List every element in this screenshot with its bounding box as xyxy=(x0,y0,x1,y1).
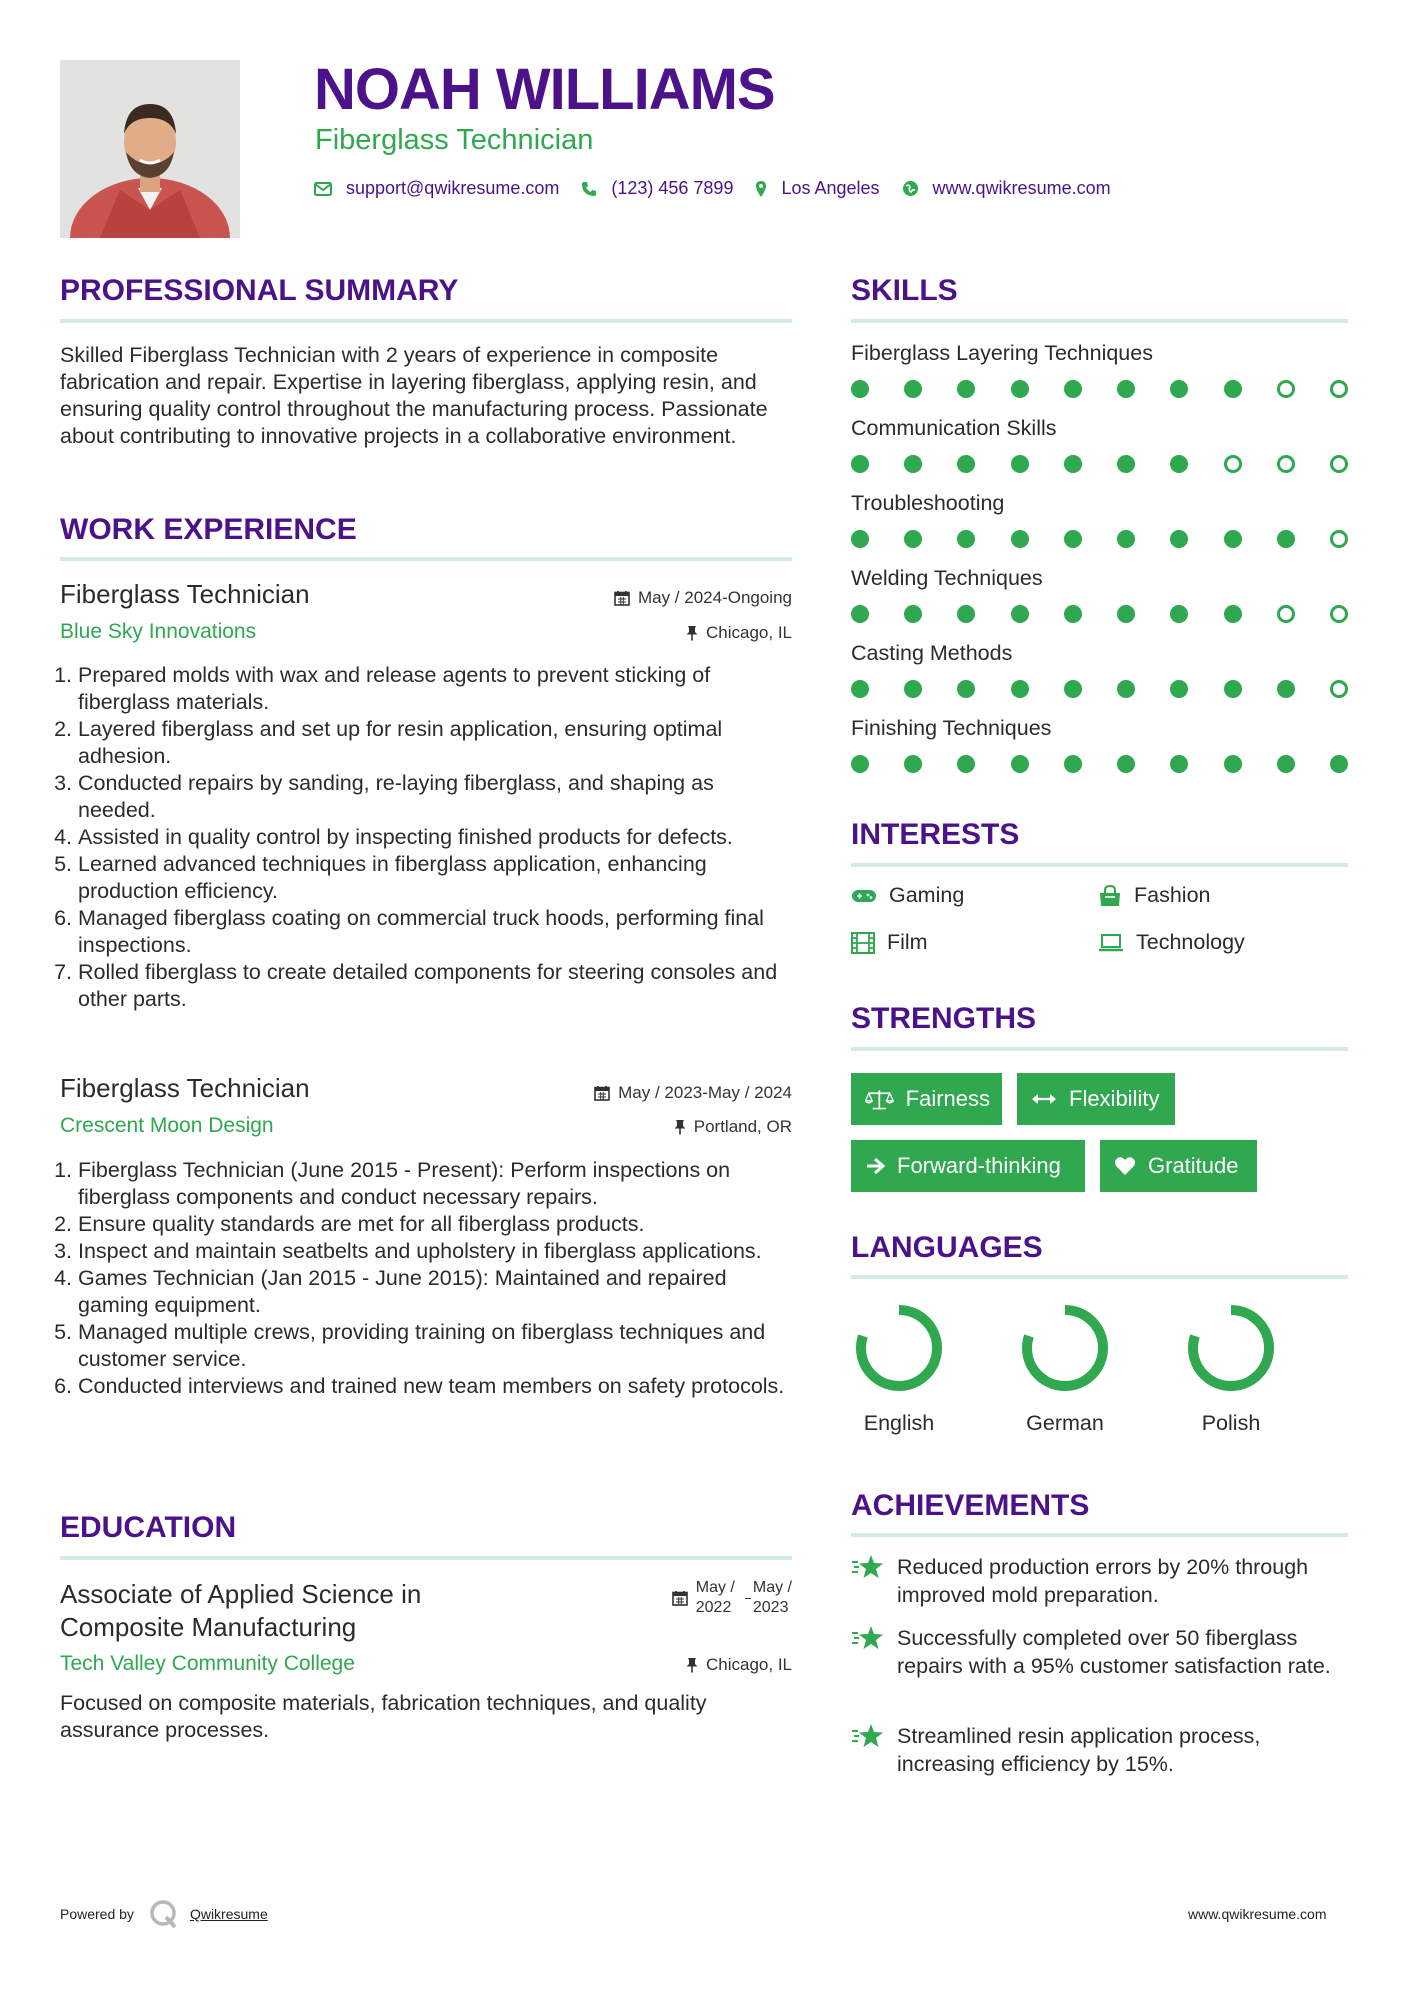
strength-label: Flexibility xyxy=(1069,1086,1160,1111)
rating-dot-filled xyxy=(1117,755,1135,773)
interest-item xyxy=(851,883,964,908)
strength-label: Gratitude xyxy=(1148,1153,1239,1178)
job-location xyxy=(480,1117,792,1137)
star-icon xyxy=(851,1554,885,1580)
list-item: 1. Prepared molds with wax and release agents to prevent sticking of fiberglass materials. xyxy=(78,662,792,716)
interest-label: Fashion xyxy=(1134,883,1211,907)
language-item xyxy=(1171,1300,1291,1436)
contact-location xyxy=(755,178,879,199)
edu-start-line-2: 2022 xyxy=(695,1599,732,1616)
skill-rating xyxy=(851,755,1348,773)
job-location-text: Portland, OR xyxy=(693,1117,792,1136)
rating-dot-filled xyxy=(1224,755,1242,773)
language-name: German xyxy=(1026,1411,1104,1435)
rating-dot-filled xyxy=(904,680,922,698)
rating-dot-filled xyxy=(1170,380,1188,398)
rating-dot-filled xyxy=(1170,605,1188,623)
languages-divider xyxy=(851,1275,1348,1279)
strengths-heading: STRENGTHS xyxy=(851,1002,1037,1035)
rating-dot-filled xyxy=(1277,755,1295,773)
rating-dot-empty xyxy=(1330,455,1348,473)
rating-dot-empty xyxy=(1330,380,1348,398)
rating-dot-filled xyxy=(1011,380,1029,398)
candidate-title: Fiberglass Technician xyxy=(315,124,594,156)
rating-dot-filled xyxy=(1064,530,1082,548)
rating-dot-filled xyxy=(1011,605,1029,623)
balance-scale-icon xyxy=(865,1088,894,1110)
rating-dot-filled xyxy=(1117,380,1135,398)
skills-divider xyxy=(851,319,1348,323)
job-location-text: Chicago, IL xyxy=(706,623,792,642)
job-duties-list xyxy=(60,1157,792,1400)
language-level-arc xyxy=(1027,1310,1103,1386)
achievement-text: Streamlined resin application process, increasing efficiency by 15%. xyxy=(897,1724,1261,1776)
education-heading: EDUCATION xyxy=(60,1511,237,1544)
rating-dot-filled xyxy=(851,755,869,773)
school-name: Tech Valley Community College xyxy=(60,1652,355,1675)
rating-dot-empty xyxy=(1277,605,1295,623)
summary-text: Skilled Fiberglass Technician with 2 years of experience in composite fabrication and repair. Expertise in layering fiberglass, applying resin, and ensuring quality control throughout the manufacturing process. Passionate about contributing to innovative projects in a collaborative environment. xyxy=(60,343,768,448)
skill-rating xyxy=(851,605,1348,623)
rating-dot-empty xyxy=(1330,530,1348,548)
education-divider xyxy=(60,1556,792,1560)
interest-label: Gaming xyxy=(889,883,965,907)
calendar-icon xyxy=(672,1590,688,1606)
achievements-heading: ACHIEVEMENTS xyxy=(851,1489,1090,1522)
rating-dot-filled xyxy=(957,380,975,398)
job-title: Fiberglass Technician xyxy=(60,1073,310,1103)
list-item: 6. Conducted interviews and trained new team members on safety protocols. xyxy=(78,1373,792,1400)
language-level-arc xyxy=(1193,1310,1269,1386)
rating-dot-filled xyxy=(1064,680,1082,698)
edu-end-line-1: May / xyxy=(752,1579,792,1596)
language-item xyxy=(1005,1300,1125,1436)
gamepad-icon xyxy=(851,888,877,904)
rating-dot-filled xyxy=(1117,680,1135,698)
strength-label: Forward-thinking xyxy=(897,1153,1061,1178)
contact-website[interactable] xyxy=(902,178,1111,199)
interest-item xyxy=(1098,883,1211,908)
rating-dot-filled xyxy=(1064,455,1082,473)
rating-dot-filled xyxy=(957,680,975,698)
location-text: Los Angeles xyxy=(781,178,880,198)
edu-end-line-2: 2023 xyxy=(752,1599,789,1616)
education-dates xyxy=(620,1578,792,1618)
skill-rating xyxy=(851,530,1348,548)
job-date-text: May / 2024-Ongoing xyxy=(637,588,792,607)
rating-dot-filled xyxy=(904,380,922,398)
list-item: 2. Layered fiberglass and set up for resin application, ensuring optimal adhesion. xyxy=(78,716,792,770)
rating-dot-filled xyxy=(1224,605,1242,623)
rating-dot-filled xyxy=(957,455,975,473)
skill-name: Fiberglass Layering Techniques xyxy=(851,341,1153,365)
rating-dot-empty xyxy=(1277,455,1295,473)
summary-divider xyxy=(60,319,792,323)
edu-start-line-1: May / xyxy=(695,1579,735,1596)
list-item: 7. Rolled fiberglass to create detailed components for steering consoles and other parts. xyxy=(78,959,792,1013)
rating-dot-filled xyxy=(1011,680,1029,698)
rating-dot-filled xyxy=(1117,455,1135,473)
rating-dot-filled xyxy=(904,530,922,548)
rating-dot-filled xyxy=(1170,755,1188,773)
job-date xyxy=(480,588,792,608)
list-item: 5. Learned advanced techniques in fiberglass application, enhancing production efficiency. xyxy=(78,851,792,905)
achievement-text: Successfully completed over 50 fiberglass repairs with a 95% customer satisfaction rate. xyxy=(897,1626,1331,1678)
degree-title xyxy=(60,1578,421,1644)
job-date xyxy=(480,1083,792,1103)
qwikresume-link[interactable]: Qwikresume xyxy=(189,1906,268,1922)
pushpin-icon xyxy=(686,1657,698,1673)
edu-end-date xyxy=(745,1578,792,1618)
strength-tag xyxy=(851,1073,1002,1125)
rating-dot-filled xyxy=(957,755,975,773)
map-pin-icon xyxy=(755,180,767,198)
calendar-icon xyxy=(594,1085,610,1101)
footer-powered-by xyxy=(60,1898,268,1930)
skill-name: Communication Skills xyxy=(851,416,1057,440)
strength-tag xyxy=(851,1140,1085,1192)
date-dash xyxy=(745,1598,751,1599)
laptop-icon xyxy=(1098,934,1124,952)
skill-rating xyxy=(851,680,1348,698)
achievement-text: Reduced production errors by 20% through improved mold preparation. xyxy=(897,1555,1309,1607)
skill-name: Finishing Techniques xyxy=(851,716,1052,740)
email-text: support@qwikresume.com xyxy=(346,178,560,198)
rating-dot-filled xyxy=(851,605,869,623)
rating-dot-empty xyxy=(1330,680,1348,698)
rating-dot-filled xyxy=(1064,755,1082,773)
contact-email[interactable] xyxy=(314,178,559,199)
list-item: 3. Conducted repairs by sanding, re-laying fiberglass, and shaping as needed. xyxy=(78,770,792,824)
rating-dot-filled xyxy=(1117,605,1135,623)
rating-dot-filled xyxy=(1011,755,1029,773)
language-item xyxy=(839,1300,959,1436)
experience-divider xyxy=(60,557,792,561)
rating-dot-filled xyxy=(851,455,869,473)
heart-icon xyxy=(1114,1156,1136,1176)
contact-phone[interactable] xyxy=(581,178,733,199)
rating-dot-filled xyxy=(851,380,869,398)
rating-dot-filled xyxy=(957,530,975,548)
language-level-arc xyxy=(861,1310,937,1386)
rating-dot-filled xyxy=(1011,455,1029,473)
list-item: 4. Assisted in quality control by inspecting finished products for defects. xyxy=(78,824,792,851)
footer-website[interactable]: www.qwikresume.com xyxy=(1188,1906,1327,1922)
degree-line-1: Associate of Applied Science in xyxy=(60,1579,422,1609)
rating-dot-filled xyxy=(1224,380,1242,398)
language-level-ring xyxy=(851,1300,947,1396)
rating-dot-filled xyxy=(851,680,869,698)
language-name: English xyxy=(863,1411,935,1435)
candidate-name: NOAH WILLIAMS xyxy=(314,57,775,122)
envelope-icon xyxy=(314,182,332,196)
strength-label: Fairness xyxy=(905,1086,990,1111)
qwikresume-logo-icon xyxy=(148,1898,180,1930)
list-item: 6. Managed fiberglass coating on commercial truck hoods, performing final inspections. xyxy=(78,905,792,959)
job-date-text: May / 2023-May / 2024 xyxy=(618,1083,792,1102)
powered-by-label: Powered by xyxy=(60,1906,134,1922)
rating-dot-filled xyxy=(1117,530,1135,548)
degree-line-2: Composite Manufacturing xyxy=(60,1612,357,1642)
rating-dot-filled xyxy=(1277,530,1295,548)
phone-icon xyxy=(581,181,597,197)
rating-dot-empty xyxy=(1224,455,1242,473)
list-item: 2. Ensure quality standards are met for all fiberglass products. xyxy=(78,1211,792,1238)
film-icon xyxy=(851,932,875,954)
rating-dot-filled xyxy=(1064,605,1082,623)
strength-tag xyxy=(1100,1140,1257,1192)
star-icon xyxy=(851,1625,885,1651)
strength-tag xyxy=(1017,1073,1175,1125)
rating-dot-filled xyxy=(1170,530,1188,548)
achievement-item xyxy=(851,1553,1348,1609)
skill-rating xyxy=(851,380,1348,398)
rating-dot-empty xyxy=(1277,380,1295,398)
globe-icon xyxy=(902,180,919,197)
list-item: 1. Fiberglass Technician (June 2015 - Present): Perform inspections on fiberglass components and conduct necessary repairs. xyxy=(78,1157,792,1211)
skill-name: Troubleshooting xyxy=(851,491,1005,515)
achievement-item xyxy=(851,1624,1348,1680)
rating-dot-filled xyxy=(904,455,922,473)
list-item: 4. Games Technician (Jan 2015 - June 2015): Maintained and repaired gaming equipment. xyxy=(78,1265,792,1319)
rating-dot-filled xyxy=(1224,680,1242,698)
website-text: www.qwikresume.com xyxy=(932,178,1111,198)
rating-dot-filled xyxy=(1170,680,1188,698)
rating-dot-filled xyxy=(1064,380,1082,398)
rating-dot-filled xyxy=(957,605,975,623)
language-level-ring xyxy=(1017,1300,1113,1396)
interests-heading: INTERESTS xyxy=(851,818,1020,851)
languages-heading: LANGUAGES xyxy=(851,1231,1043,1264)
interest-item xyxy=(1098,930,1245,955)
skill-rating xyxy=(851,455,1348,473)
contact-bar xyxy=(314,178,1133,199)
skills-heading: SKILLS xyxy=(851,274,958,307)
education-description: Focused on composite materials, fabrication techniques, and quality assurance processes. xyxy=(60,1691,707,1742)
rating-dot-filled xyxy=(1224,530,1242,548)
shopping-bag-icon xyxy=(1098,885,1122,907)
rating-dot-filled xyxy=(1277,680,1295,698)
list-item: 3. Inspect and maintain seatbelts and upholstery in fiberglass applications. xyxy=(78,1238,792,1265)
star-icon xyxy=(851,1723,885,1749)
job-title: Fiberglass Technician xyxy=(60,579,310,609)
language-level-ring xyxy=(1183,1300,1279,1396)
profile-photo xyxy=(60,60,240,238)
rating-dot-filled xyxy=(1011,530,1029,548)
language-name: Polish xyxy=(1201,1411,1261,1435)
arrow-right-icon xyxy=(865,1157,885,1175)
achievement-item xyxy=(851,1722,1348,1778)
strengths-divider xyxy=(851,1047,1348,1051)
interests-divider xyxy=(851,863,1348,867)
pushpin-icon xyxy=(686,625,698,641)
phone-text: (123) 456 7899 xyxy=(611,178,734,198)
experience-heading: WORK EXPERIENCE xyxy=(60,513,357,546)
interest-label: Film xyxy=(887,930,928,954)
rating-dot-filled xyxy=(1330,755,1348,773)
job-company: Blue Sky Innovations xyxy=(60,620,257,643)
interest-label: Technology xyxy=(1136,930,1245,954)
rating-dot-filled xyxy=(904,755,922,773)
education-location-text: Chicago, IL xyxy=(706,1655,792,1674)
rating-dot-filled xyxy=(904,605,922,623)
list-item: 5. Managed multiple crews, providing training on fiberglass techniques and customer service. xyxy=(78,1319,792,1373)
summary-heading: PROFESSIONAL SUMMARY xyxy=(60,274,459,307)
skill-name: Casting Methods xyxy=(851,641,1013,665)
education-location xyxy=(480,1655,792,1675)
job-company: Crescent Moon Design xyxy=(60,1114,274,1137)
pushpin-icon xyxy=(674,1119,686,1135)
rating-dot-empty xyxy=(1330,605,1348,623)
interest-item xyxy=(851,930,928,955)
job-location xyxy=(480,623,792,643)
double-arrow-icon xyxy=(1031,1092,1057,1106)
rating-dot-filled xyxy=(1170,455,1188,473)
edu-start-date xyxy=(696,1578,735,1618)
calendar-icon xyxy=(614,590,630,606)
skill-name: Welding Techniques xyxy=(851,566,1043,590)
achievements-divider xyxy=(851,1533,1348,1537)
job-duties-list xyxy=(60,662,792,1013)
rating-dot-filled xyxy=(851,530,869,548)
